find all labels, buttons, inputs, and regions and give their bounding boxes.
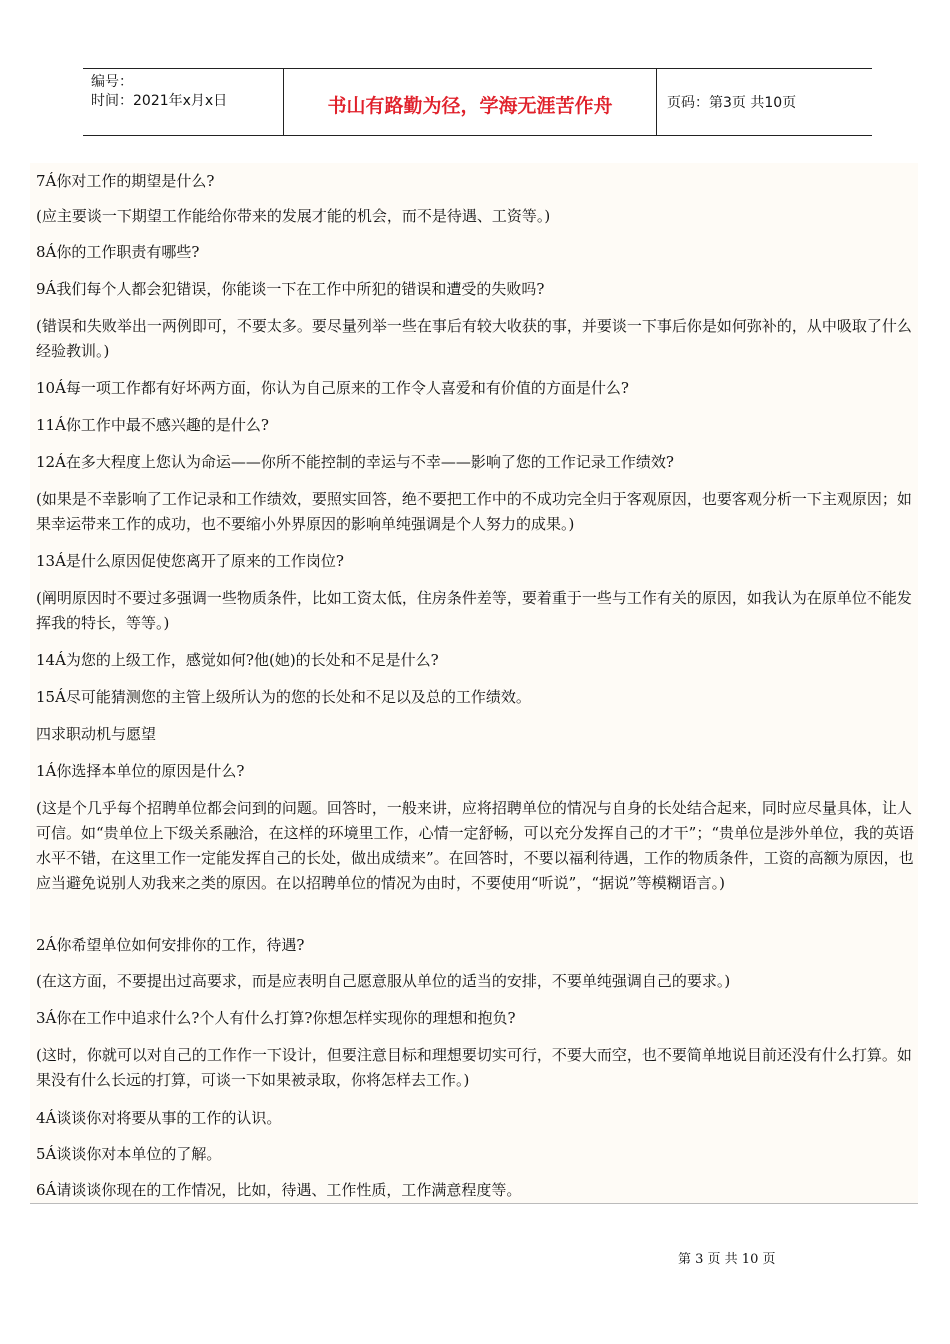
paragraph: 15Á尽可能猜测您的主管上级所认为的您的长处和不足以及总的工作绩效。 [36,688,531,706]
paragraph: (阐明原因时不要过多强调一些物质条件，比如工资太低，住房条件差等，要着重于一些与工作有关的原因，如我认为在原单位不能发挥我的特长，等等。) [36,589,912,632]
paragraph: 8Á你的工作职责有哪些? [36,243,200,261]
paragraph: 4Á谈谈你对将要从事的工作的认识。 [36,1109,282,1127]
paragraph: 11Á你工作中最不感兴趣的是什么? [36,416,269,434]
date-line: 时间：2021年x月x日 [91,93,228,109]
paragraph: 2Á你希望单位如何安排你的工作，待遇? [36,936,305,954]
paragraph: 6Á请谈谈你现在的工作情况，比如，待遇、工作性质，工作满意程度等。 [36,1181,522,1199]
header-info-cell [83,69,284,135]
paragraph: 12Á在多大程度上您认为命运——你所不能控制的幸运与不幸——影响了您的工作记录工作绩效? [36,453,674,471]
header-page-info: 页码：第3页 共10页 [667,95,797,111]
page-header [83,68,872,136]
paragraph: 10Á每一项工作都有好坏两方面，你认为自己原来的工作令人喜爱和有价值的方面是什么? [36,379,629,397]
paragraph: (如果是不幸影响了工作记录和工作绩效，要照实回答，绝不要把工作中的不成功完全归于客观原因，也要客观分析一下主观原因；如果幸运带来工作的成功，也不要缩小外界原因的影响单纯强调是个人努力的成果。) [36,490,912,533]
paragraph: 7Á你对工作的期望是什么? [36,172,215,190]
document-body [30,163,918,1204]
paragraph: 1Á你选择本单位的原因是什么? [36,762,245,780]
page-footer: 第 3 页 共 10 页 [678,1252,776,1267]
section-heading: 四求职动机与愿望 [36,725,157,743]
paragraph: (这是个几乎每个招聘单位都会问到的问题。回答时，一般来讲，应将招聘单位的情况与自身的长处结合起来，同时应尽量具体，让人可信。如“贵单位上下级关系融洽，在这样的环境里工作，心情一定舒畅，可以充分发挥自己的才干”；“贵单位是涉外单位，我的英语水平不错，在这里工作一定能发挥自己的长处，做出成绩来”。在回答时，不要以福利待遇，工作的物质条件，工资的高额为原因，也应当避免说别人劝我来之类的原因。在以招聘单位的情况为由时，不要使用“听说”，“据说”等模糊语言。) [36,799,915,892]
header-motto: 书山有路勤为径，学海无涯苦作舟 [284,69,657,135]
paragraph: 3Á你在工作中追求什么?个人有什么打算?你想怎样实现你的理想和抱负? [36,1009,516,1027]
paragraph: (在这方面，不要提出过高要求，而是应表明自己愿意服从单位的适当的安排，不要单纯强调自己的要求。) [36,972,731,990]
paragraph: 9Á我们每个人都会犯错误，你能谈一下在工作中所犯的错误和遭受的失败吗? [36,280,545,298]
paragraph: 13Á是什么原因促使您离开了原来的工作岗位? [36,552,344,570]
paragraph: 14Á为您的上级工作，感觉如何?他(她)的长处和不足是什么? [36,651,439,669]
paragraph: (应主要谈一下期望工作能给你带来的发展才能的机会，而不是待遇、工资等。) [36,207,551,225]
number-label: 编号： [91,74,133,90]
paragraph: (这时，你就可以对自己的工作作一下设计，但要注意目标和理想要切实可行，不要大而空，也不要简单地说目前还没有什么打算。如果没有什么长远的打算，可谈一下如果被录取，你将怎样去工作。) [36,1046,912,1089]
paragraph: (错误和失败举出一两例即可，不要太多。要尽量列举一些在事后有较大收获的事，并要谈一下事后你是如何弥补的，从中吸取了什么经验教训。) [36,317,912,360]
paragraph: 5Á谈谈你对本单位的了解。 [36,1145,222,1163]
